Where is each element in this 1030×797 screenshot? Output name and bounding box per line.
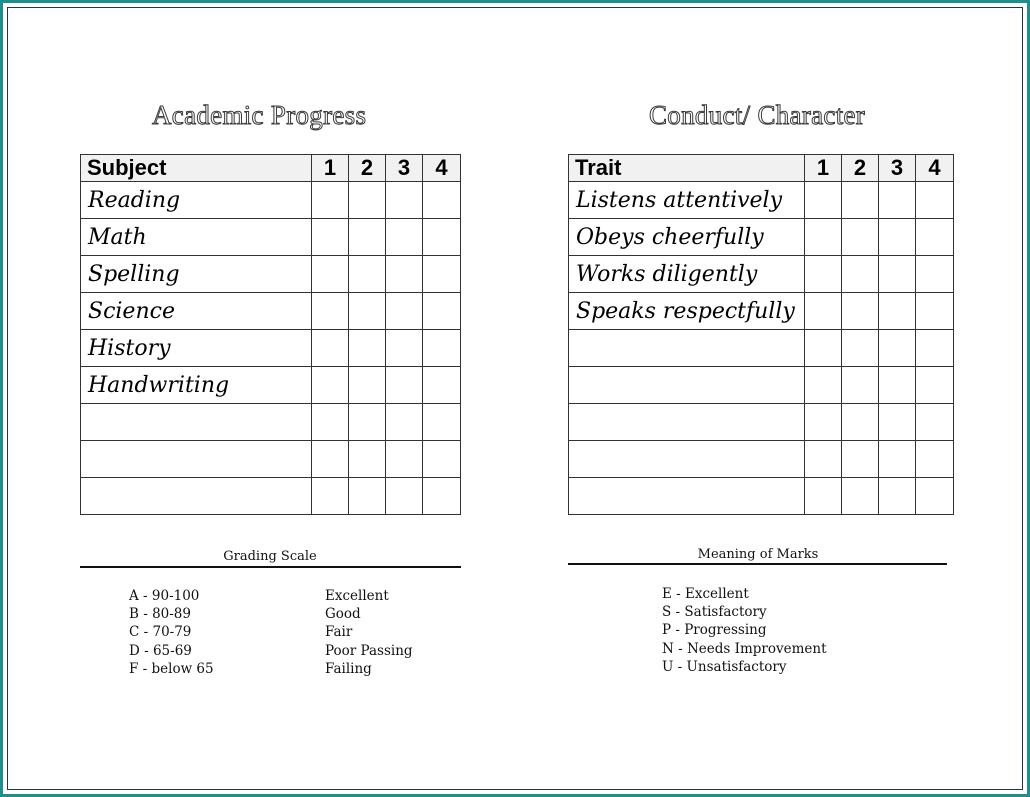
mark-cell-1[interactable] bbox=[312, 330, 349, 367]
mark-cell-3[interactable] bbox=[386, 182, 423, 219]
column-4-header: 4 bbox=[423, 155, 461, 182]
mark-cell-2[interactable] bbox=[842, 219, 879, 256]
conduct-character-title: Conduct/ Character bbox=[649, 100, 866, 130]
table-row bbox=[81, 182, 461, 219]
trait-header: Trait bbox=[569, 155, 805, 182]
row-label: Obeys cheerfully bbox=[569, 219, 805, 256]
mark-meaning: S - Satisfactory bbox=[662, 604, 767, 621]
mark-cell-4[interactable] bbox=[916, 441, 954, 478]
table-row bbox=[81, 219, 461, 256]
mark-cell-3[interactable] bbox=[386, 330, 423, 367]
table-row bbox=[81, 293, 461, 330]
grade-meaning: Fair bbox=[325, 624, 353, 641]
table-row bbox=[81, 256, 461, 293]
mark-cell-4[interactable] bbox=[423, 293, 461, 330]
subject-header: Subject bbox=[81, 155, 312, 182]
mark-cell-4[interactable] bbox=[916, 182, 954, 219]
mark-cell-1[interactable] bbox=[312, 367, 349, 404]
mark-cell-3[interactable] bbox=[879, 441, 916, 478]
mark-cell-4[interactable] bbox=[423, 441, 461, 478]
mark-cell-4[interactable] bbox=[916, 478, 954, 515]
mark-cell-3[interactable] bbox=[879, 367, 916, 404]
mark-meaning: E - Excellent bbox=[662, 586, 749, 602]
grade-range: F - below 65 bbox=[129, 660, 214, 677]
mark-cell-1[interactable] bbox=[805, 330, 842, 367]
mark-cell-2[interactable] bbox=[842, 330, 879, 367]
column-4-header: 4 bbox=[916, 155, 954, 182]
row-label: Works diligently bbox=[569, 256, 805, 293]
mark-cell-3[interactable] bbox=[386, 441, 423, 478]
table-row bbox=[569, 293, 954, 330]
row-label: Reading bbox=[81, 182, 312, 219]
row-label: Spelling bbox=[81, 256, 312, 293]
mark-cell-4[interactable] bbox=[916, 330, 954, 367]
mark-cell-4[interactable] bbox=[423, 367, 461, 404]
row-label bbox=[81, 478, 312, 515]
mark-cell-4[interactable] bbox=[423, 182, 461, 219]
grade-range: C - 70-79 bbox=[129, 624, 192, 641]
mark-cell-1[interactable] bbox=[805, 256, 842, 293]
academic-progress-table bbox=[80, 154, 461, 515]
grade-range: A - 90-100 bbox=[129, 588, 200, 604]
table-header-row bbox=[569, 155, 954, 182]
grade-range: D - 65-69 bbox=[129, 642, 192, 659]
column-2-header: 2 bbox=[842, 155, 879, 182]
row-label bbox=[569, 478, 805, 515]
mark-cell-2[interactable] bbox=[842, 256, 879, 293]
table-row bbox=[569, 330, 954, 367]
mark-cell-4[interactable] bbox=[423, 219, 461, 256]
mark-cell-2[interactable] bbox=[349, 404, 386, 441]
grade-meaning: Poor Passing bbox=[325, 642, 413, 659]
table-row bbox=[569, 182, 954, 219]
mark-cell-4[interactable] bbox=[423, 478, 461, 515]
row-label bbox=[569, 367, 805, 404]
mark-cell-3[interactable] bbox=[879, 256, 916, 293]
mark-cell-4[interactable] bbox=[423, 404, 461, 441]
grade-meaning: Good bbox=[325, 606, 361, 623]
mark-cell-4[interactable] bbox=[916, 256, 954, 293]
mark-meaning: N - Needs Improvement bbox=[662, 640, 827, 657]
mark-cell-1[interactable] bbox=[312, 293, 349, 330]
grade-range: B - 80-89 bbox=[129, 606, 191, 623]
table-row bbox=[569, 441, 954, 478]
mark-cell-3[interactable] bbox=[386, 293, 423, 330]
mark-cell-1[interactable] bbox=[312, 182, 349, 219]
mark-cell-2[interactable] bbox=[349, 293, 386, 330]
mark-cell-2[interactable] bbox=[842, 478, 879, 515]
table-row bbox=[569, 219, 954, 256]
grading-scale-meanings bbox=[325, 587, 413, 678]
mark-cell-3[interactable] bbox=[879, 404, 916, 441]
row-label bbox=[569, 441, 805, 478]
table-row bbox=[81, 367, 461, 404]
row-label bbox=[81, 441, 312, 478]
column-1-header: 1 bbox=[805, 155, 842, 182]
mark-cell-1[interactable] bbox=[805, 219, 842, 256]
mark-cell-1[interactable] bbox=[805, 441, 842, 478]
row-label: Handwriting bbox=[81, 367, 312, 404]
table-row bbox=[81, 330, 461, 367]
mark-cell-4[interactable] bbox=[916, 293, 954, 330]
mark-cell-3[interactable] bbox=[879, 330, 916, 367]
grade-meaning: Failing bbox=[325, 660, 372, 677]
column-2-header: 2 bbox=[349, 155, 386, 182]
mark-cell-2[interactable] bbox=[349, 367, 386, 404]
grading-scale-title: Grading Scale bbox=[223, 549, 317, 564]
mark-cell-4[interactable] bbox=[423, 330, 461, 367]
mark-cell-3[interactable] bbox=[879, 219, 916, 256]
mark-cell-3[interactable] bbox=[879, 478, 916, 515]
mark-cell-2[interactable] bbox=[349, 441, 386, 478]
mark-cell-3[interactable] bbox=[386, 478, 423, 515]
grading-scale-ranges bbox=[129, 587, 214, 678]
grading-scale-rule bbox=[80, 566, 461, 568]
academic-progress-title: Academic Progress bbox=[152, 100, 367, 130]
table-row bbox=[569, 404, 954, 441]
table-row bbox=[81, 441, 461, 478]
mark-cell-1[interactable] bbox=[312, 256, 349, 293]
mark-cell-3[interactable] bbox=[386, 256, 423, 293]
meaning-of-marks-rule bbox=[568, 563, 947, 565]
row-label bbox=[569, 330, 805, 367]
mark-cell-1[interactable] bbox=[312, 404, 349, 441]
mark-cell-4[interactable] bbox=[423, 256, 461, 293]
mark-cell-1[interactable] bbox=[805, 293, 842, 330]
column-1-header: 1 bbox=[312, 155, 349, 182]
mark-cell-3[interactable] bbox=[879, 293, 916, 330]
mark-meaning: U - Unsatisfactory bbox=[662, 658, 787, 675]
mark-cell-1[interactable] bbox=[805, 182, 842, 219]
mark-cell-4[interactable] bbox=[916, 219, 954, 256]
mark-cell-1[interactable] bbox=[312, 219, 349, 256]
mark-cell-2[interactable] bbox=[842, 293, 879, 330]
mark-cell-2[interactable] bbox=[842, 441, 879, 478]
mark-cell-4[interactable] bbox=[916, 367, 954, 404]
mark-cell-1[interactable] bbox=[312, 478, 349, 515]
mark-cell-2[interactable] bbox=[842, 404, 879, 441]
mark-cell-2[interactable] bbox=[349, 182, 386, 219]
mark-cell-2[interactable] bbox=[349, 256, 386, 293]
table-row bbox=[569, 256, 954, 293]
table-row bbox=[81, 404, 461, 441]
mark-cell-1[interactable] bbox=[805, 478, 842, 515]
mark-meaning: P - Progressing bbox=[662, 622, 767, 639]
meaning-of-marks-list bbox=[662, 585, 827, 676]
mark-cell-1[interactable] bbox=[805, 367, 842, 404]
table-row bbox=[81, 478, 461, 515]
table-header-row bbox=[81, 155, 461, 182]
mark-cell-3[interactable] bbox=[386, 367, 423, 404]
table-row bbox=[569, 367, 954, 404]
mark-cell-3[interactable] bbox=[879, 182, 916, 219]
column-3-header: 3 bbox=[879, 155, 916, 182]
mark-cell-2[interactable] bbox=[842, 367, 879, 404]
mark-cell-1[interactable] bbox=[805, 404, 842, 441]
column-3-header: 3 bbox=[386, 155, 423, 182]
row-label: Math bbox=[81, 219, 312, 256]
mark-cell-4[interactable] bbox=[916, 404, 954, 441]
mark-cell-2[interactable] bbox=[842, 182, 879, 219]
mark-cell-3[interactable] bbox=[386, 219, 423, 256]
row-label: Listens attentively bbox=[569, 182, 805, 219]
table-row bbox=[569, 478, 954, 515]
mark-cell-2[interactable] bbox=[349, 330, 386, 367]
mark-cell-3[interactable] bbox=[386, 404, 423, 441]
grade-meaning: Excellent bbox=[325, 588, 389, 604]
row-label: Science bbox=[81, 293, 312, 330]
mark-cell-2[interactable] bbox=[349, 219, 386, 256]
mark-cell-1[interactable] bbox=[312, 441, 349, 478]
row-label: Speaks respectfully bbox=[569, 293, 805, 330]
row-label: History bbox=[81, 330, 312, 367]
meaning-of-marks-title: Meaning of Marks bbox=[697, 547, 819, 562]
conduct-character-table bbox=[568, 154, 954, 515]
row-label bbox=[569, 404, 805, 441]
mark-cell-2[interactable] bbox=[349, 478, 386, 515]
row-label bbox=[81, 404, 312, 441]
